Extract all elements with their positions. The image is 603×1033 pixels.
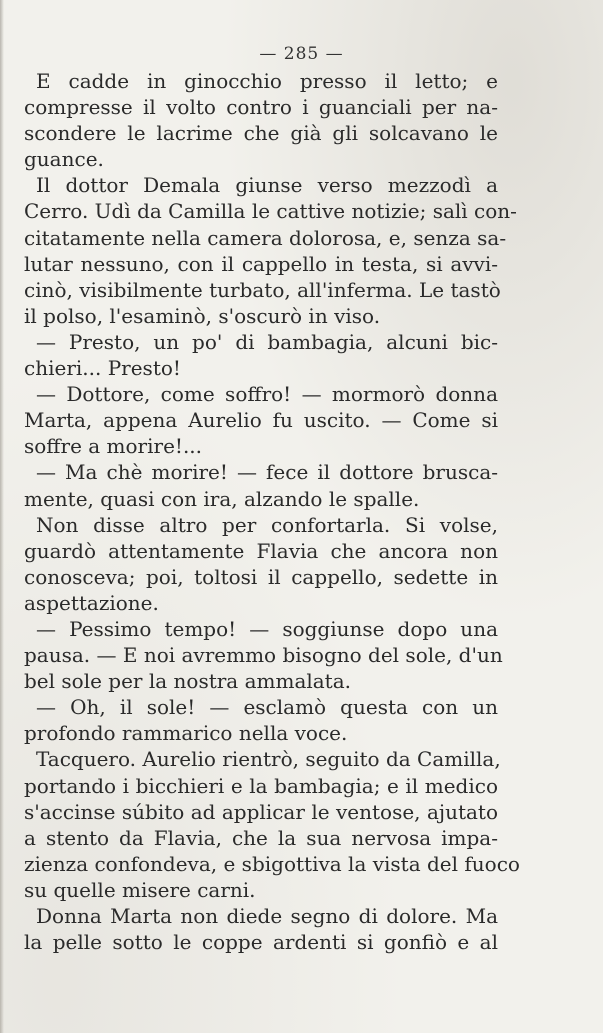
text-line: Marta, appena Aurelio fu uscito. — Come si	[24, 408, 498, 433]
text-line: scondere le lacrime che già gli solcavano le	[24, 121, 498, 146]
text-line: a stento da Flavia, che la sua nervosa impa-	[24, 825, 498, 850]
text-line: — Presto, un po' di bambagia, alcuni bic-	[36, 329, 498, 354]
text-line: il polso, l'esaminò, s'oscurò in viso.	[24, 303, 381, 328]
text-line: su quelle misere carni.	[24, 877, 256, 902]
text-line: E cadde in ginocchio presso il letto; e	[36, 69, 498, 93]
text-line: s'accinse súbito ad applicar le ventose, ajutato	[24, 799, 498, 824]
text-line: mente, quasi con ira, alzando le spalle.	[24, 486, 420, 511]
text-line: lutar nessuno, con il cappello in testa, si avvi-	[24, 251, 498, 276]
text-line: conosceva; poi, toltosi il cappello, sedette in	[24, 564, 498, 589]
text-line: aspettazione.	[24, 590, 159, 615]
text-line: — Oh, il sole! — esclamò questa con un	[36, 695, 498, 720]
text-line: Cerro. Udì da Camilla le cattive notizie; salì con-	[24, 199, 517, 224]
text-line: bel sole per la nostra ammalata.	[24, 669, 352, 694]
page-number: — 285 —	[259, 44, 344, 64]
text-line: zienza confondeva, e sbigottiva la vista del fuoco	[24, 851, 520, 876]
text-line: la pelle sotto le coppe ardenti si gonfiò e al	[24, 930, 498, 955]
text-line: chieri... Presto!	[24, 356, 181, 381]
text-line: — Dottore, come soffro! — mormorò donna	[36, 382, 498, 407]
text-line: Donna Marta non diede segno di dolore. Ma	[36, 904, 498, 928]
text-line: guardò attentamente Flavia che ancora non	[24, 538, 498, 563]
text-line: — Pessimo tempo! — soggiunse dopo una	[36, 616, 498, 641]
text-line: soffre a morire!...	[24, 434, 203, 459]
text-line: portando i bicchieri e la bambagia; e il medico	[24, 773, 498, 798]
text-line: guance.	[24, 147, 104, 172]
text-line: Tacquero. Aurelio rientrò, seguito da Camilla,	[36, 747, 501, 772]
page-edge-shadow	[0, 0, 4, 1033]
text-line: Il dottor Demala giunse verso mezzodì a	[36, 173, 498, 198]
body-text	[24, 68, 520, 955]
text-line: Non disse altro per confortarla. Si volse,	[36, 512, 498, 537]
text-line: pausa. — E noi avremmo bisogno del sole, d'un	[24, 643, 503, 668]
text-line: cinò, visibilmente turbato, all'inferma. Le tastò	[24, 277, 501, 302]
text-line: — Ma chè morire! — fece il dottore brusca-	[36, 460, 498, 485]
text-line: profondo rammarico nella voce.	[24, 721, 348, 746]
text-line: citatamente nella camera dolorosa, e, senza sa-	[24, 225, 507, 250]
text-line: compresse il volto contro i guanciali per na-	[24, 95, 498, 120]
